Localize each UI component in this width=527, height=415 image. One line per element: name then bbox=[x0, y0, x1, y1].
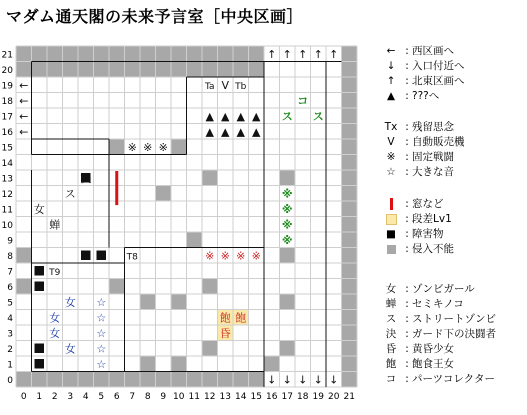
impassable-cell bbox=[342, 155, 358, 171]
impassable-cell bbox=[249, 372, 265, 388]
legend-label: 大きな音 bbox=[412, 166, 454, 178]
legend-label: 固定戦闘 bbox=[412, 151, 454, 163]
legend-item: : 段差Lv1 bbox=[380, 212, 452, 226]
impassable-cell bbox=[32, 62, 48, 78]
impassable-cell bbox=[171, 356, 187, 372]
obstacle-block bbox=[97, 251, 107, 261]
x-axis-label: 11 bbox=[188, 392, 200, 402]
legend-label: 窓など bbox=[412, 198, 444, 210]
legend-label: パーツコレクター bbox=[412, 373, 495, 385]
map-symbol: ← bbox=[19, 125, 29, 139]
impassable-cell bbox=[140, 356, 156, 372]
obstacle-block bbox=[35, 266, 45, 276]
y-axis-label: 21 bbox=[1, 50, 13, 61]
map-symbol: 蝉 bbox=[49, 218, 61, 232]
x-axis-label: 14 bbox=[235, 392, 247, 402]
impassable-cell bbox=[202, 46, 218, 62]
y-axis-label: 7 bbox=[7, 267, 13, 278]
legend-label: 残留思念 bbox=[412, 121, 454, 133]
map-symbol: ↑ bbox=[298, 47, 308, 61]
impassable-cell bbox=[342, 263, 358, 279]
legend-item: ☆ : 大きな音 bbox=[380, 165, 454, 179]
obstacle-block bbox=[81, 251, 91, 261]
legend-label: 西区画へ bbox=[412, 45, 454, 57]
impassable-cell bbox=[156, 186, 172, 202]
y-axis-label: 12 bbox=[1, 189, 13, 200]
impassable-cell bbox=[125, 62, 141, 78]
impassable-cell bbox=[16, 248, 32, 264]
legend-item: 飽 : 飽食王女 bbox=[380, 357, 454, 371]
impassable-cell bbox=[63, 372, 79, 388]
legend-item: 女 : ゾンビガール bbox=[380, 282, 475, 296]
legend-label: 段差Lv1 bbox=[412, 213, 452, 225]
impassable-cell bbox=[342, 248, 358, 264]
impassable-cell bbox=[16, 62, 32, 78]
legend-item: ■ : 障害物 bbox=[380, 227, 444, 241]
y-axis-label: 16 bbox=[1, 127, 13, 138]
y-axis-label: 11 bbox=[1, 205, 13, 216]
legend-symbol: ※ bbox=[386, 151, 396, 163]
legend-symbol bbox=[380, 242, 402, 256]
obstacle-block bbox=[35, 282, 45, 292]
window-bar bbox=[115, 171, 118, 205]
legend-item: 蝉 : セミキノコ bbox=[380, 297, 464, 311]
impassable-cell bbox=[109, 46, 125, 62]
legend-item: : 窓など bbox=[380, 197, 444, 211]
x-axis-label: 4 bbox=[82, 392, 89, 402]
x-axis-label: 16 bbox=[266, 392, 278, 402]
impassable-cell bbox=[264, 356, 280, 372]
legend-symbol: 蝉 bbox=[385, 298, 397, 310]
legend-item: V : 自動販売機 bbox=[380, 135, 465, 149]
x-axis-label: 17 bbox=[281, 392, 293, 402]
impassable-cell bbox=[78, 372, 94, 388]
map-symbol: T9 bbox=[49, 267, 61, 278]
x-axis-label: 8 bbox=[144, 392, 151, 402]
map-symbol: 女 bbox=[64, 342, 76, 356]
legend-item: ※ : 固定戦闘 bbox=[380, 150, 454, 164]
impassable-cell bbox=[47, 372, 63, 388]
impassable-cell bbox=[342, 186, 358, 202]
map-symbol: ☆ bbox=[96, 295, 107, 309]
legend-symbol: V bbox=[387, 136, 395, 148]
x-axis-label: 19 bbox=[312, 392, 324, 402]
impassable-cell bbox=[342, 170, 358, 186]
x-axis-label: 15 bbox=[250, 392, 262, 402]
legend-label: 障害物 bbox=[412, 228, 444, 240]
map-symbol: ☆ bbox=[96, 326, 107, 340]
legend-label: ガード下の決闘者 bbox=[412, 328, 496, 340]
map-symbol: 女 bbox=[64, 295, 76, 309]
map-symbol: ※ bbox=[281, 187, 293, 201]
impassable-cell bbox=[342, 124, 358, 140]
impassable-cell bbox=[171, 294, 187, 310]
impassable-cell bbox=[233, 372, 249, 388]
step-swatch-icon bbox=[386, 214, 397, 225]
impassable-cell bbox=[187, 46, 203, 62]
impassable-cell bbox=[342, 294, 358, 310]
impassable-cell bbox=[342, 279, 358, 295]
x-axis-label: 20 bbox=[328, 392, 340, 402]
map-symbol: ※ bbox=[127, 140, 137, 154]
impassable-cell bbox=[342, 232, 358, 248]
map-symbol: 女 bbox=[49, 311, 61, 325]
y-axis-label: 15 bbox=[1, 143, 13, 154]
impassable-cell bbox=[342, 356, 358, 372]
map-symbol: ☆ bbox=[96, 342, 107, 356]
map-symbol: ↓ bbox=[313, 373, 323, 387]
y-axis-label: 8 bbox=[7, 251, 13, 262]
x-axis-label: 6 bbox=[113, 392, 120, 402]
impassable-cell bbox=[202, 170, 218, 186]
legend-symbol bbox=[380, 197, 402, 211]
map-symbol: ▲ bbox=[221, 109, 230, 123]
impassable-cell bbox=[233, 62, 249, 78]
map-symbol: ↓ bbox=[298, 373, 308, 387]
impassable-cell bbox=[342, 62, 358, 78]
impassable-cell bbox=[125, 46, 141, 62]
map-symbol: ↑ bbox=[282, 47, 292, 61]
legend-item: ス : ストリートゾンビ bbox=[380, 312, 496, 326]
map-symbol: ↑ bbox=[313, 47, 323, 61]
impassable-cell bbox=[202, 372, 218, 388]
map-symbol: ※ bbox=[281, 233, 293, 247]
legend-symbol: 決 bbox=[385, 328, 397, 340]
x-axis-label: 1 bbox=[36, 392, 43, 402]
impassable-cell bbox=[171, 372, 187, 388]
map-symbol: ※ bbox=[251, 249, 261, 263]
map-symbol: ※ bbox=[205, 249, 215, 263]
map-symbol: コ bbox=[297, 94, 309, 108]
legend-symbol: 飽 bbox=[385, 358, 397, 370]
map-symbol: V bbox=[221, 78, 230, 92]
map-symbol: Ta bbox=[204, 81, 215, 92]
impassable-cell bbox=[109, 139, 125, 155]
impassable-cell bbox=[187, 372, 203, 388]
legend-symbol: コ bbox=[385, 373, 397, 385]
map-symbol: ▲ bbox=[252, 109, 261, 123]
legend-item: : 侵入不能 bbox=[380, 242, 454, 256]
impassable-cell bbox=[125, 372, 141, 388]
legend-label: 黄昏少女 bbox=[412, 343, 454, 355]
map-symbol: ス bbox=[281, 109, 293, 123]
y-axis-label: 10 bbox=[1, 220, 13, 231]
impassable-cell bbox=[140, 372, 156, 388]
legend-symbol: ▲ bbox=[386, 90, 396, 102]
map-symbol: ▲ bbox=[236, 109, 245, 123]
map-title: マダム通天閣の未来予言室［中央区画］ bbox=[6, 7, 304, 26]
map-symbol: ▲ bbox=[221, 125, 230, 139]
map-symbol: Tb bbox=[235, 81, 247, 92]
map-symbol: ス bbox=[64, 187, 76, 201]
map-symbol: ↓ bbox=[329, 373, 339, 387]
impassable-cell bbox=[280, 341, 296, 357]
x-axis-label: 0 bbox=[20, 392, 27, 402]
legend-item: ↓ : 入口付近へ bbox=[380, 59, 465, 73]
legend-item: ← : 西区画へ bbox=[380, 44, 454, 58]
map-symbol: ▲ bbox=[205, 109, 214, 123]
legend-item: コ : パーツコレクター bbox=[380, 372, 495, 386]
legend-label: ???へ bbox=[412, 90, 440, 102]
map-symbol: ← bbox=[19, 109, 29, 123]
x-axis-label: 18 bbox=[297, 392, 309, 402]
impassable-cell bbox=[342, 310, 358, 326]
x-axis-label: 12 bbox=[204, 392, 216, 402]
impassable-cell bbox=[233, 46, 249, 62]
impassable-cell bbox=[280, 248, 296, 264]
legend-symbol: 昏 bbox=[385, 343, 397, 355]
impassable-cell bbox=[78, 62, 94, 78]
legend-symbol: 女 bbox=[385, 283, 397, 295]
impassable-cell bbox=[280, 294, 296, 310]
y-axis-label: 4 bbox=[7, 313, 13, 324]
impassable-cell bbox=[47, 46, 63, 62]
obstacle-block bbox=[35, 344, 45, 354]
impassable-cell bbox=[280, 170, 296, 186]
impassable-cell bbox=[16, 46, 32, 62]
impassable-cell bbox=[32, 46, 48, 62]
legend-item: 決 : ガード下の決闘者 bbox=[380, 327, 496, 341]
y-axis-label: 5 bbox=[7, 298, 13, 309]
impassable-cell bbox=[63, 62, 79, 78]
x-axis-label: 2 bbox=[51, 392, 58, 402]
y-axis-label: 0 bbox=[7, 375, 13, 386]
legend-label: セミキノコ bbox=[412, 298, 464, 310]
impassable-cell bbox=[218, 46, 234, 62]
legend-symbol: ■ bbox=[386, 228, 396, 240]
y-axis-label: 9 bbox=[7, 236, 13, 247]
legend-symbol: ス bbox=[385, 313, 397, 325]
map-symbol: ※ bbox=[236, 249, 246, 263]
impassable-cell bbox=[249, 62, 265, 78]
y-axis-label: 13 bbox=[1, 174, 13, 185]
legend-symbol: ← bbox=[386, 45, 396, 57]
impassable-cell bbox=[94, 62, 110, 78]
impassable-cell bbox=[342, 217, 358, 233]
map-symbol: ス bbox=[312, 109, 324, 123]
y-axis-label: 19 bbox=[1, 81, 13, 92]
x-axis-label: 10 bbox=[173, 392, 185, 402]
impassable-cell bbox=[16, 372, 32, 388]
impassable-cell bbox=[202, 62, 218, 78]
impassable-cell bbox=[140, 62, 156, 78]
map-symbol: ↑ bbox=[329, 47, 339, 61]
impassable-cell bbox=[171, 139, 187, 155]
impassable-cell bbox=[342, 108, 358, 124]
y-axis-label: 18 bbox=[1, 96, 13, 107]
map-symbol: ↓ bbox=[282, 373, 292, 387]
legend-label: 侵入不能 bbox=[412, 243, 454, 255]
impassable-cell bbox=[32, 372, 48, 388]
map-symbol: ↑ bbox=[267, 47, 277, 61]
map-symbol: ☆ bbox=[96, 357, 107, 371]
legend-symbol: ☆ bbox=[386, 166, 396, 178]
map-symbol: ※ bbox=[158, 140, 168, 154]
impassable-cell bbox=[342, 325, 358, 341]
legend-label: ゾンビガール bbox=[412, 283, 475, 295]
y-axis-label: 1 bbox=[7, 360, 13, 371]
map-symbol: ▲ bbox=[236, 125, 245, 139]
impassable-cell bbox=[187, 62, 203, 78]
map-symbol: ← bbox=[19, 78, 29, 92]
impassable-cell bbox=[342, 372, 358, 388]
impassable-cell bbox=[140, 46, 156, 62]
legend-label: 飽食王女 bbox=[412, 358, 454, 370]
legend-label: ストリートゾンビ bbox=[412, 313, 496, 325]
impassable-cell bbox=[109, 62, 125, 78]
map-symbol: 飽 bbox=[219, 311, 231, 325]
x-axis-label: 13 bbox=[219, 392, 231, 402]
map-symbol: T8 bbox=[126, 252, 138, 263]
map-symbol: 決 bbox=[80, 171, 92, 185]
impassable-cell bbox=[109, 279, 125, 295]
impassable-cell bbox=[342, 139, 358, 155]
map-symbol: 女 bbox=[33, 202, 45, 216]
x-axis-label: 9 bbox=[160, 392, 167, 402]
x-axis-label: 7 bbox=[129, 392, 136, 402]
map-symbol: 女 bbox=[49, 326, 61, 340]
y-axis-label: 3 bbox=[7, 329, 13, 340]
map-symbol: 飽 bbox=[235, 311, 247, 325]
red-swatch-icon bbox=[390, 198, 393, 210]
impassable-cell bbox=[94, 372, 110, 388]
impassable-cell bbox=[47, 62, 63, 78]
legend-item: ▲ : ???へ bbox=[380, 89, 439, 103]
impassable-cell bbox=[218, 372, 234, 388]
y-axis-label: 14 bbox=[1, 158, 13, 169]
impassable-cell bbox=[156, 62, 172, 78]
obstacle-block bbox=[35, 359, 45, 369]
legend-item: Tx : 残留思念 bbox=[380, 120, 454, 134]
y-axis-label: 6 bbox=[7, 282, 13, 293]
legend-symbol bbox=[380, 212, 402, 226]
legend-item: 昏 : 黄昏少女 bbox=[380, 342, 454, 356]
impassable-cell bbox=[202, 341, 218, 357]
impassable-cell bbox=[109, 372, 125, 388]
map-symbol: ▲ bbox=[205, 125, 214, 139]
map-symbol: ※ bbox=[281, 218, 293, 232]
legend-symbol: ↓ bbox=[386, 60, 396, 72]
x-axis-label: 21 bbox=[343, 392, 355, 402]
impassable-cell bbox=[171, 62, 187, 78]
y-axis-label: 2 bbox=[7, 344, 13, 355]
impassable-cell bbox=[156, 46, 172, 62]
map-symbol: ※ bbox=[220, 249, 230, 263]
impassable-cell bbox=[342, 201, 358, 217]
impassable-cell bbox=[171, 46, 187, 62]
impassable-cell bbox=[78, 46, 94, 62]
map-symbol: ※ bbox=[143, 140, 153, 154]
impassable-cell bbox=[342, 77, 358, 93]
impassable-cell bbox=[218, 62, 234, 78]
y-axis-label: 17 bbox=[1, 112, 13, 123]
map-symbol: ☆ bbox=[96, 311, 107, 325]
legend-label: 入口付近へ bbox=[412, 60, 465, 72]
impassable-cell bbox=[187, 232, 203, 248]
impassable-cell bbox=[140, 294, 156, 310]
impassable-cell bbox=[249, 46, 265, 62]
map-symbol: ← bbox=[19, 94, 29, 108]
impassable-cell bbox=[63, 46, 79, 62]
impassable-cell bbox=[342, 93, 358, 109]
map-symbol: ※ bbox=[281, 202, 293, 216]
impassable-cell bbox=[342, 341, 358, 357]
impassable-cell bbox=[342, 46, 358, 62]
map-symbol: ↓ bbox=[267, 373, 277, 387]
impassable-cell bbox=[156, 372, 172, 388]
legend-label: 自動販売機 bbox=[412, 136, 465, 148]
legend-symbol: ↑ bbox=[386, 75, 396, 87]
impassable-cell bbox=[16, 279, 32, 295]
x-axis-label: 5 bbox=[98, 392, 105, 402]
legend-label: 北東区画へ bbox=[412, 75, 465, 87]
y-axis-label: 20 bbox=[1, 65, 13, 76]
x-axis-label: 3 bbox=[67, 392, 74, 402]
legend-item: ↑ : 北東区画へ bbox=[380, 74, 465, 88]
map-symbol: ▲ bbox=[252, 125, 261, 139]
legend-symbol: Tx bbox=[384, 121, 398, 133]
gray-swatch-icon bbox=[387, 245, 396, 254]
impassable-cell bbox=[202, 279, 218, 295]
impassable-cell bbox=[94, 46, 110, 62]
map-symbol: 昏 bbox=[219, 326, 231, 340]
